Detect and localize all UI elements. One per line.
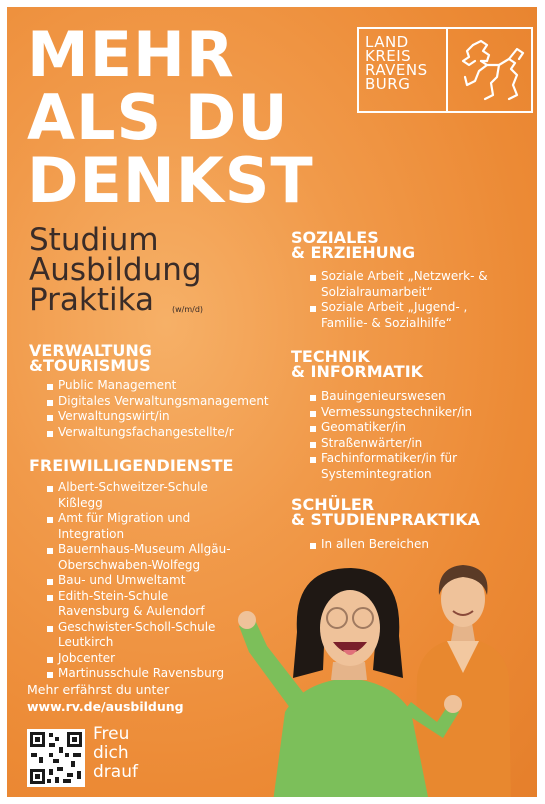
program-ausbildung: Ausbildung — [29, 252, 202, 288]
url-text[interactable]: www.rv.de/ausbildung — [27, 699, 184, 714]
category-verwaltung-list — [47, 378, 287, 440]
program-praktika: Praktika — [29, 282, 155, 318]
photo-young-woman — [233, 562, 463, 797]
category-title-line: FREIWILLIGENDIENSTE — [29, 456, 234, 475]
headline-line-1: MEHR — [27, 18, 235, 91]
category-title-line: & INFORMATIK — [291, 362, 424, 381]
logo-line: BURG — [365, 75, 411, 93]
tagline-line: Freu — [93, 724, 130, 744]
category-title-line: & ERZIEHUNG — [291, 243, 416, 262]
category-title-line: &TOURISMUS — [29, 356, 151, 375]
list-item: Verwaltungswirt/in — [47, 409, 287, 425]
list-item: Vermessungstechniker/in — [310, 405, 490, 421]
category-title-line: SCHÜLER — [291, 495, 375, 514]
logo-line: RAVENS — [365, 61, 428, 79]
program-studium: Studium — [29, 222, 159, 258]
list-item: Digitales Verwaltungsmanagement — [47, 394, 287, 410]
headline-line-3: DENKST — [27, 144, 314, 217]
category-title-line: & STUDIENPRAKTIKA — [291, 510, 480, 529]
headline — [27, 18, 314, 217]
list-item: Soziale Arbeit „Netzwerk- & Solzialraumarbeit“ — [310, 269, 490, 300]
list-item: Verwaltungsfachangestellte/r — [47, 425, 287, 441]
logo-line: LAND — [365, 33, 409, 51]
more-info-url[interactable] — [27, 698, 184, 715]
list-item: Bau- und Umweltamt — [47, 573, 237, 589]
lion-icon — [453, 35, 529, 107]
list-item: In allen Bereichen — [310, 537, 490, 553]
poster — [7, 7, 537, 797]
list-item: Geschwister-Scholl-Schule Leutkirch — [47, 620, 237, 651]
category-soziales-list — [310, 269, 490, 331]
category-freiwillig-title — [29, 458, 233, 473]
category-freiwillig-list — [47, 480, 237, 682]
list-item: Public Management — [47, 378, 287, 394]
category-title-line: TECHNIK — [291, 347, 370, 366]
logo-text — [365, 35, 428, 91]
list-item: Albert-Schweitzer-Schule Kißlegg — [47, 480, 237, 511]
tagline-line: drauf — [93, 762, 138, 782]
program-types — [29, 222, 202, 318]
list-item: Amt für Migration und Integration — [47, 511, 237, 542]
landkreis-logo — [357, 27, 533, 113]
more-info — [27, 681, 184, 715]
list-item: Edith-Stein-Schule Ravensburg & Aulendorf — [47, 589, 237, 620]
category-title-line: SOZIALES — [291, 228, 379, 247]
logo-divider — [446, 29, 448, 111]
list-item: Fachinformatiker/in für Systemintegration — [310, 451, 490, 482]
category-technik-list — [310, 389, 490, 482]
category-verwaltung-title — [29, 343, 152, 373]
list-item: Bauingenieurswesen — [310, 389, 490, 405]
more-info-text: Mehr erfährst du unter — [27, 682, 170, 697]
list-item: Martinusschule Ravensburg — [47, 666, 237, 682]
logo-line: KREIS — [365, 47, 412, 65]
list-item: Jobcenter — [47, 651, 237, 667]
tagline-line: dich — [93, 743, 129, 763]
gender-note: (w/m/d) — [172, 305, 204, 314]
tagline — [93, 725, 138, 782]
list-item: Bauernhaus-Museum Allgäu-Oberschwaben-Wolfegg — [47, 542, 237, 573]
list-item: Straßenwärter/in — [310, 436, 490, 452]
category-soziales-title — [291, 230, 415, 260]
headline-line-2: ALS DU — [27, 81, 289, 154]
list-item: Geomatiker/in — [310, 420, 490, 436]
qr-code[interactable] — [27, 729, 85, 787]
category-technik-title — [291, 349, 423, 379]
category-schueler-title — [291, 497, 480, 527]
list-item: Soziale Arbeit „Jugend- , Familie- & Sozialhilfe“ — [310, 300, 490, 331]
category-title-line: VERWALTUNG — [29, 341, 152, 360]
